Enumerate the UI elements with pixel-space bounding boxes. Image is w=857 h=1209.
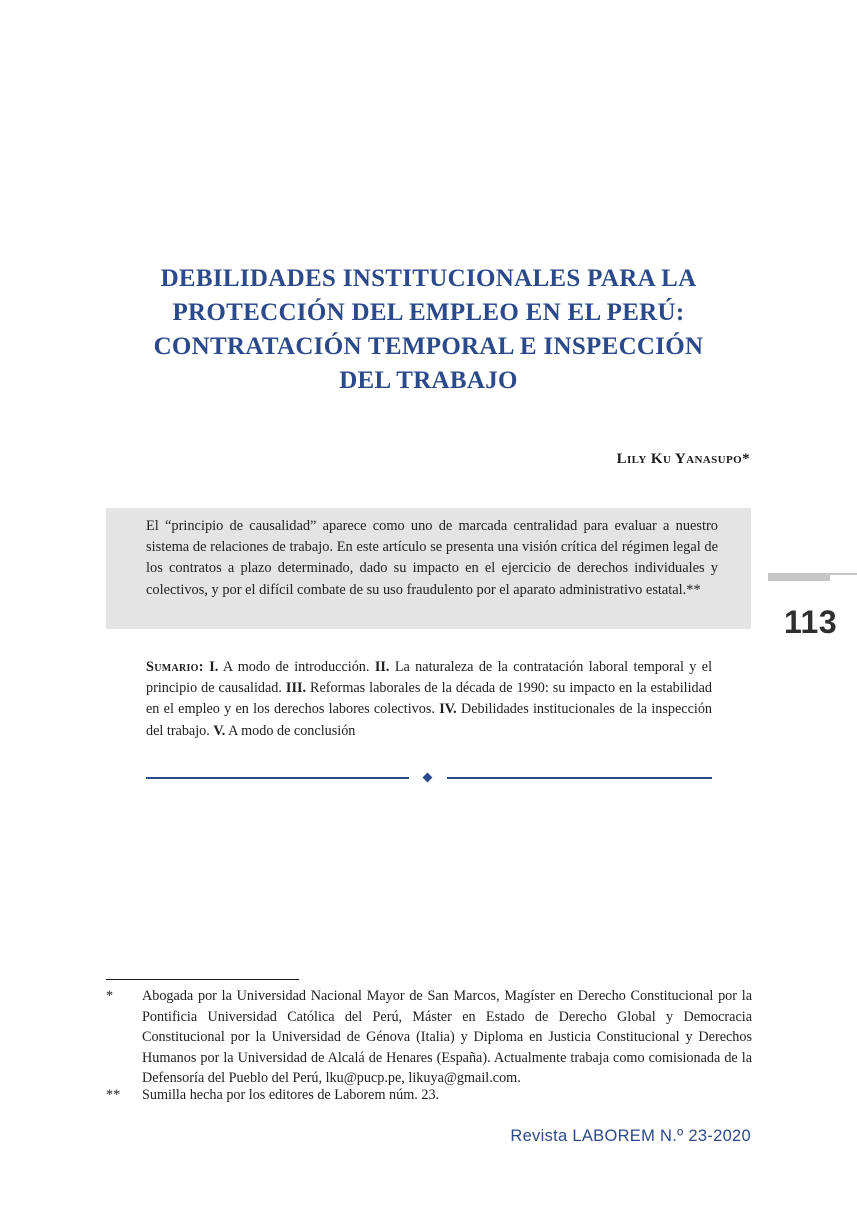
title-line: PROTECCIÓN DEL EMPLEO EN EL PERÚ: (172, 299, 685, 326)
abstract-text: El “principio de causalidad” aparece como uno de marcada centralidad para evaluar a nuestro sistema de relaciones de trabajo. En este artículo se presenta una visión crítica del régimen legal de los contratos a plazo determinado, dado su impacto en el ejercicio de derechos individuales y colectivos, y por el difícil combate de su uso fraudulento por el aparato administrativo estatal.** (146, 518, 718, 598)
section-divider-left (146, 777, 409, 779)
footnote-text: Abogada por la Universidad Nacional Mayor de San Marcos, Magíster en Derecho Constitucional por la Pontificia Universidad Católica del Perú, Máster en Estado de Derecho Global y Democracia Constitucional por la Universidad de Génova (Italia) y Diploma en Justicia Constitucional y Derechos Humanos por la Universidad de Alcalá de Henares (España). Actualmente trabaja como comisionada de la Defensoría del Pueblo del Perú, lku@pucp.pe, likuya@gmail.com. (142, 988, 752, 1086)
footnote-mark: ** (106, 1087, 121, 1103)
divider-diamond-icon (423, 773, 433, 783)
summary-item-text: Debilidades institucionales de la inspección del trabajo. (146, 701, 713, 739)
summary-item-text: Reformas laborales de la década de 1990: su impacto en la estabilidad en el empleo y en los derechos labores colectivos. (146, 680, 713, 718)
footnote-rule (106, 979, 299, 980)
title-line: CONTRATACIÓN TEMPORAL E INSPECCIÓN (153, 333, 704, 360)
summary-item-number: IV. (439, 701, 457, 718)
footnote-mark: * (106, 988, 114, 1004)
summary-item-text: A modo de introducción. (222, 659, 370, 675)
summary-item-text: La naturaleza de la contratación laboral temporal y el principio de causalidad. (146, 659, 713, 697)
footnote-text: Sumilla hecha por los editores de Laborem núm. 23. (142, 1087, 440, 1103)
abstract-box (106, 508, 751, 629)
page-marker-bar (768, 573, 830, 581)
summary-item-text: A modo de conclusión (228, 722, 356, 739)
summary-item-number: III. (285, 680, 307, 697)
page-number: 113 (784, 604, 838, 640)
summary-item-number: II. (374, 659, 390, 675)
author-name: Lily Ku Yanasupo* (616, 451, 750, 467)
article-title (100, 262, 757, 398)
page-marker-line (830, 573, 857, 575)
footnote (106, 986, 752, 1089)
title-line: DEBILIDADES INSTITUCIONALES PARA LA (160, 265, 697, 292)
summary-label: Sumario: (146, 659, 204, 675)
title-line: DEL TRABAJO (339, 367, 518, 394)
section-divider-right (447, 777, 712, 779)
journal-footer: Revista LABOREM N.º 23-2020 (510, 1127, 751, 1145)
summary-item-number: I. (209, 659, 219, 675)
summary-item-number: V. (213, 722, 226, 739)
summary (146, 657, 712, 742)
footnote (106, 1085, 752, 1106)
